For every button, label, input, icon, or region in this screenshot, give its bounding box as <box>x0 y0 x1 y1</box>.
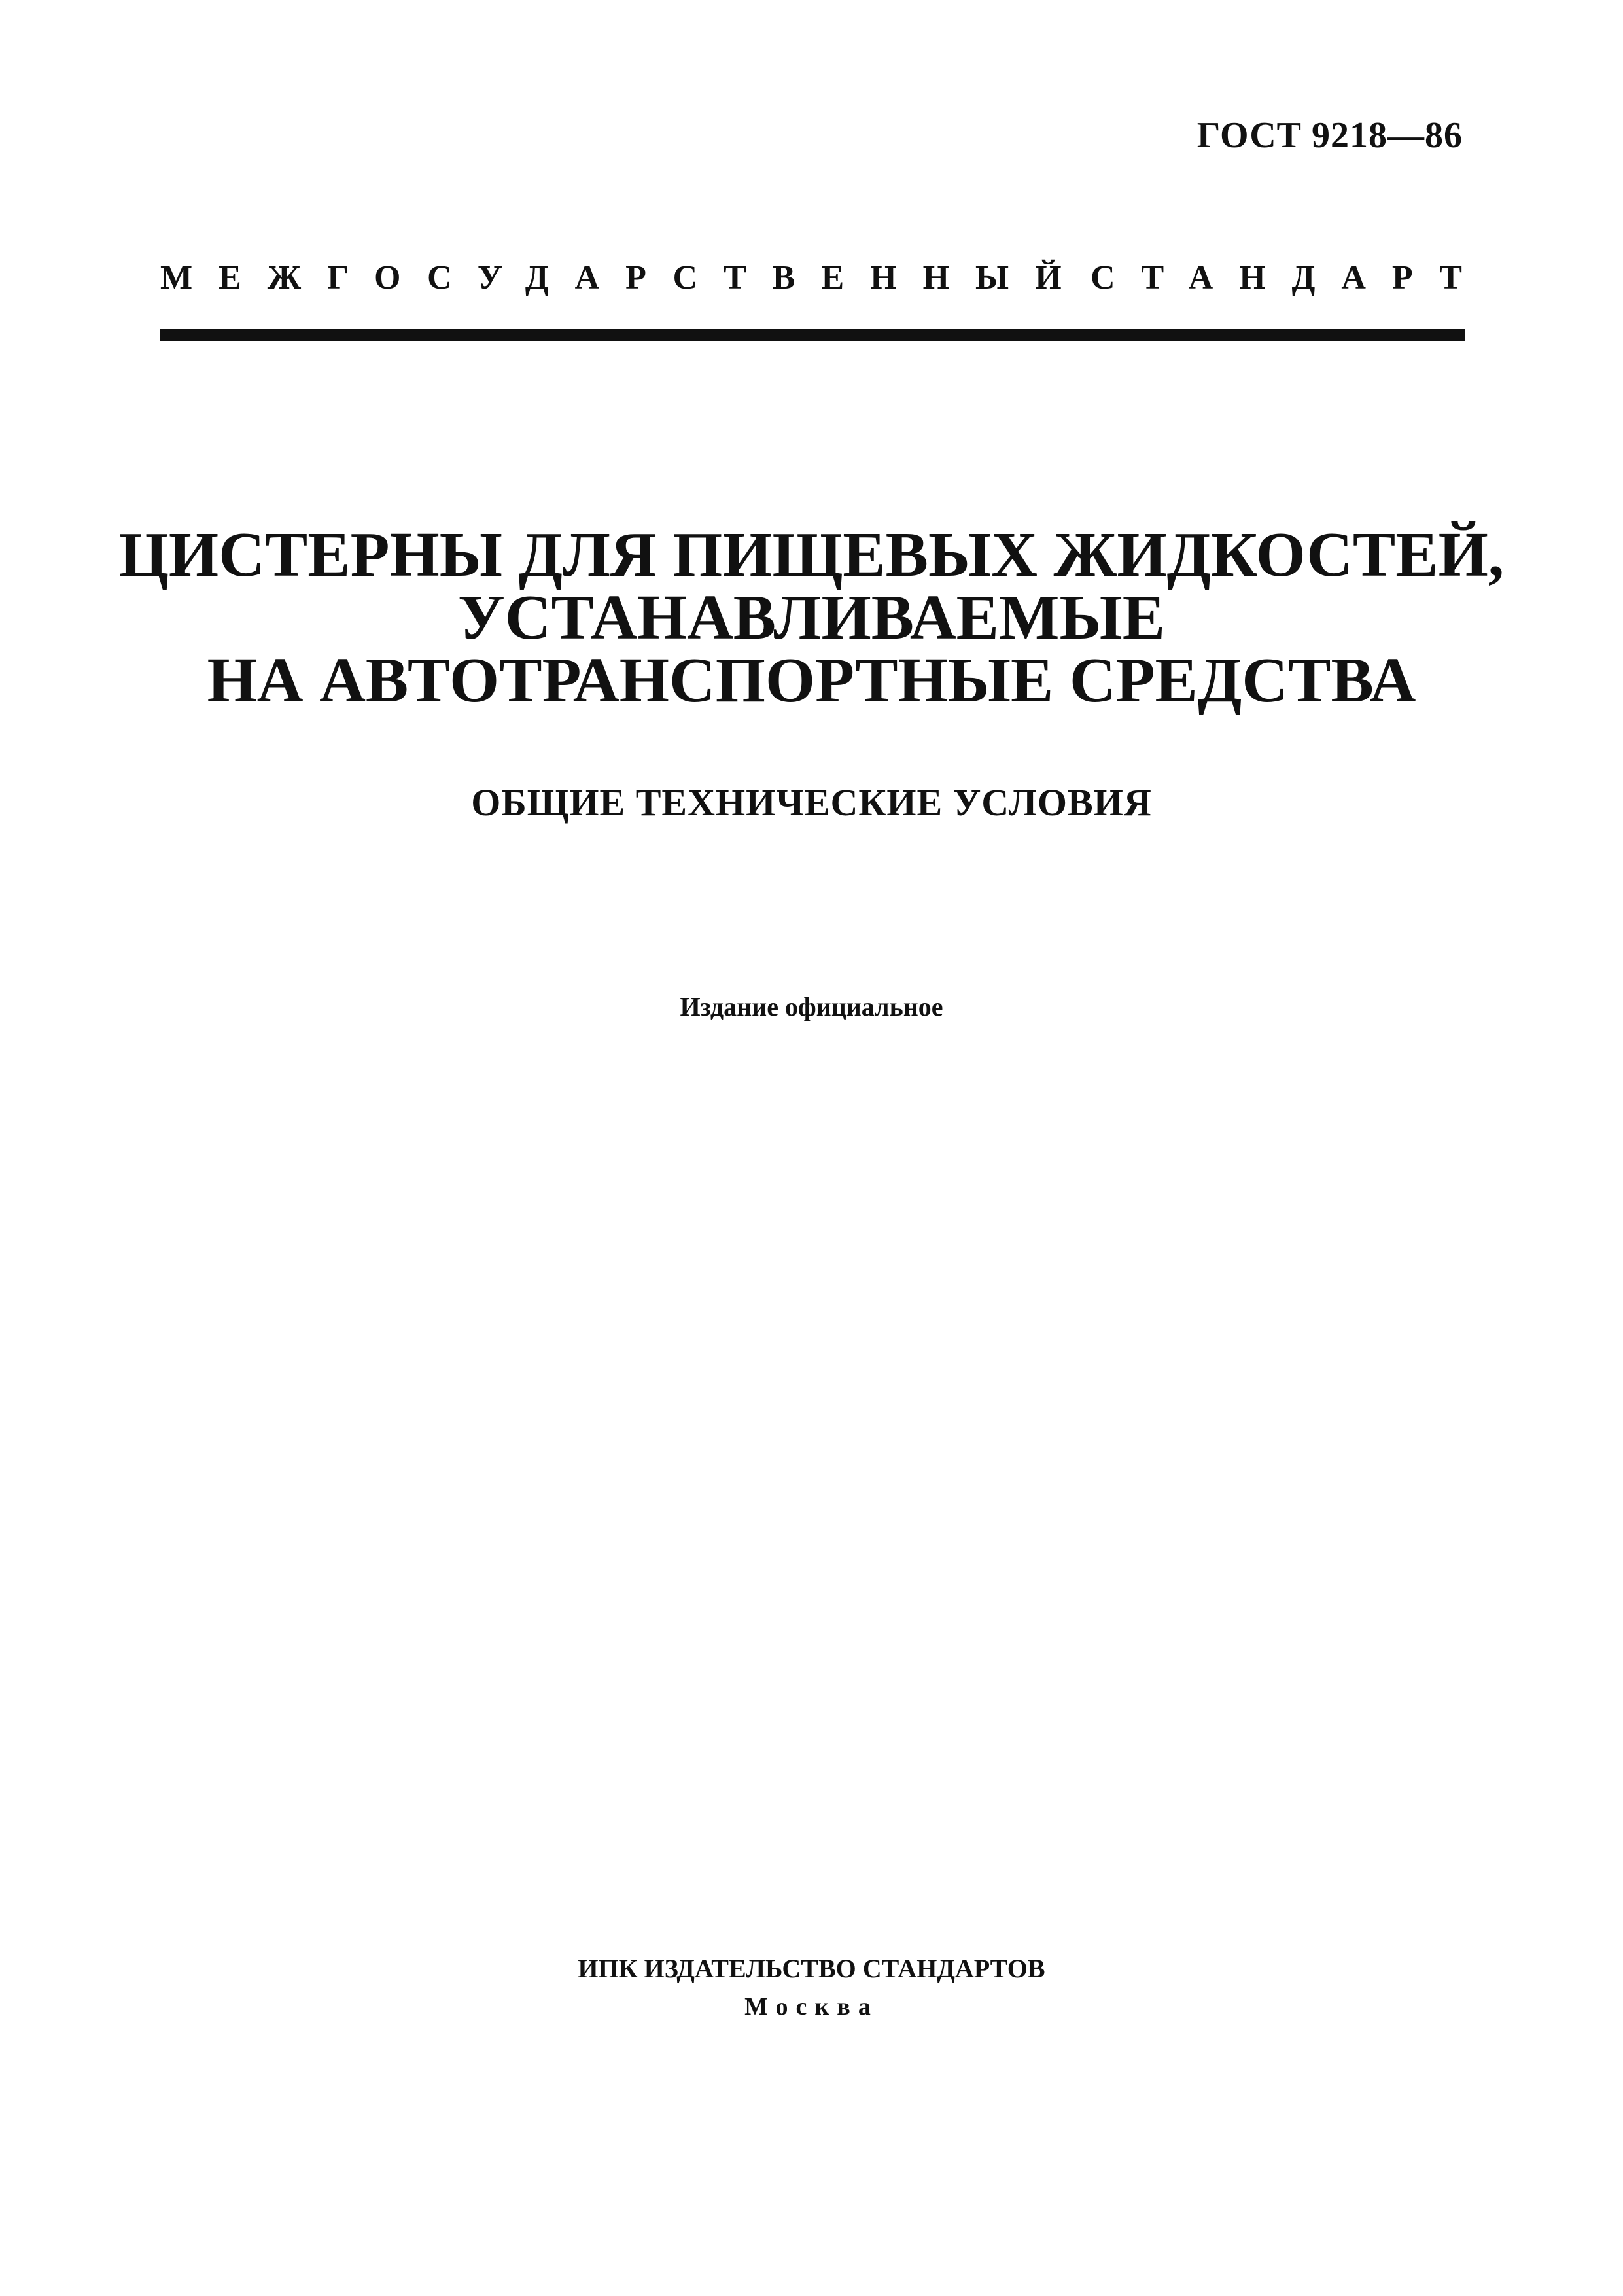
standard-kind-word-interstate: МЕЖГОСУДАРСТВЕННЫЙ <box>160 259 1088 296</box>
edition-note: Издание официальное <box>680 992 943 1021</box>
standard-kind-heading <box>160 258 1488 297</box>
title-line-2: УСТАНАВЛИВАЕМЫЕ <box>457 582 1166 653</box>
heading-divider <box>160 329 1465 341</box>
publisher-name: ИПК ИЗДАТЕЛЬСТВО СТАНДАРТОВ <box>578 1954 1045 1983</box>
gost-code: ГОСТ 9218—86 <box>1196 115 1463 156</box>
publisher-city: Москва <box>744 1993 879 2021</box>
document-subtitle: ОБЩИЕ ТЕХНИЧЕСКИЕ УСЛОВИЯ <box>471 781 1152 824</box>
title-line-3: НА АВТОТРАНСПОРТНЫЕ СРЕДСТВА <box>207 645 1416 716</box>
document-title <box>0 520 1623 716</box>
title-line-1: ЦИСТЕРНЫ ДЛЯ ПИЩЕВЫХ ЖИДКОСТЕЙ, <box>118 520 1505 590</box>
standard-kind-word-standard: СТАНДАРТ <box>1090 259 1488 296</box>
